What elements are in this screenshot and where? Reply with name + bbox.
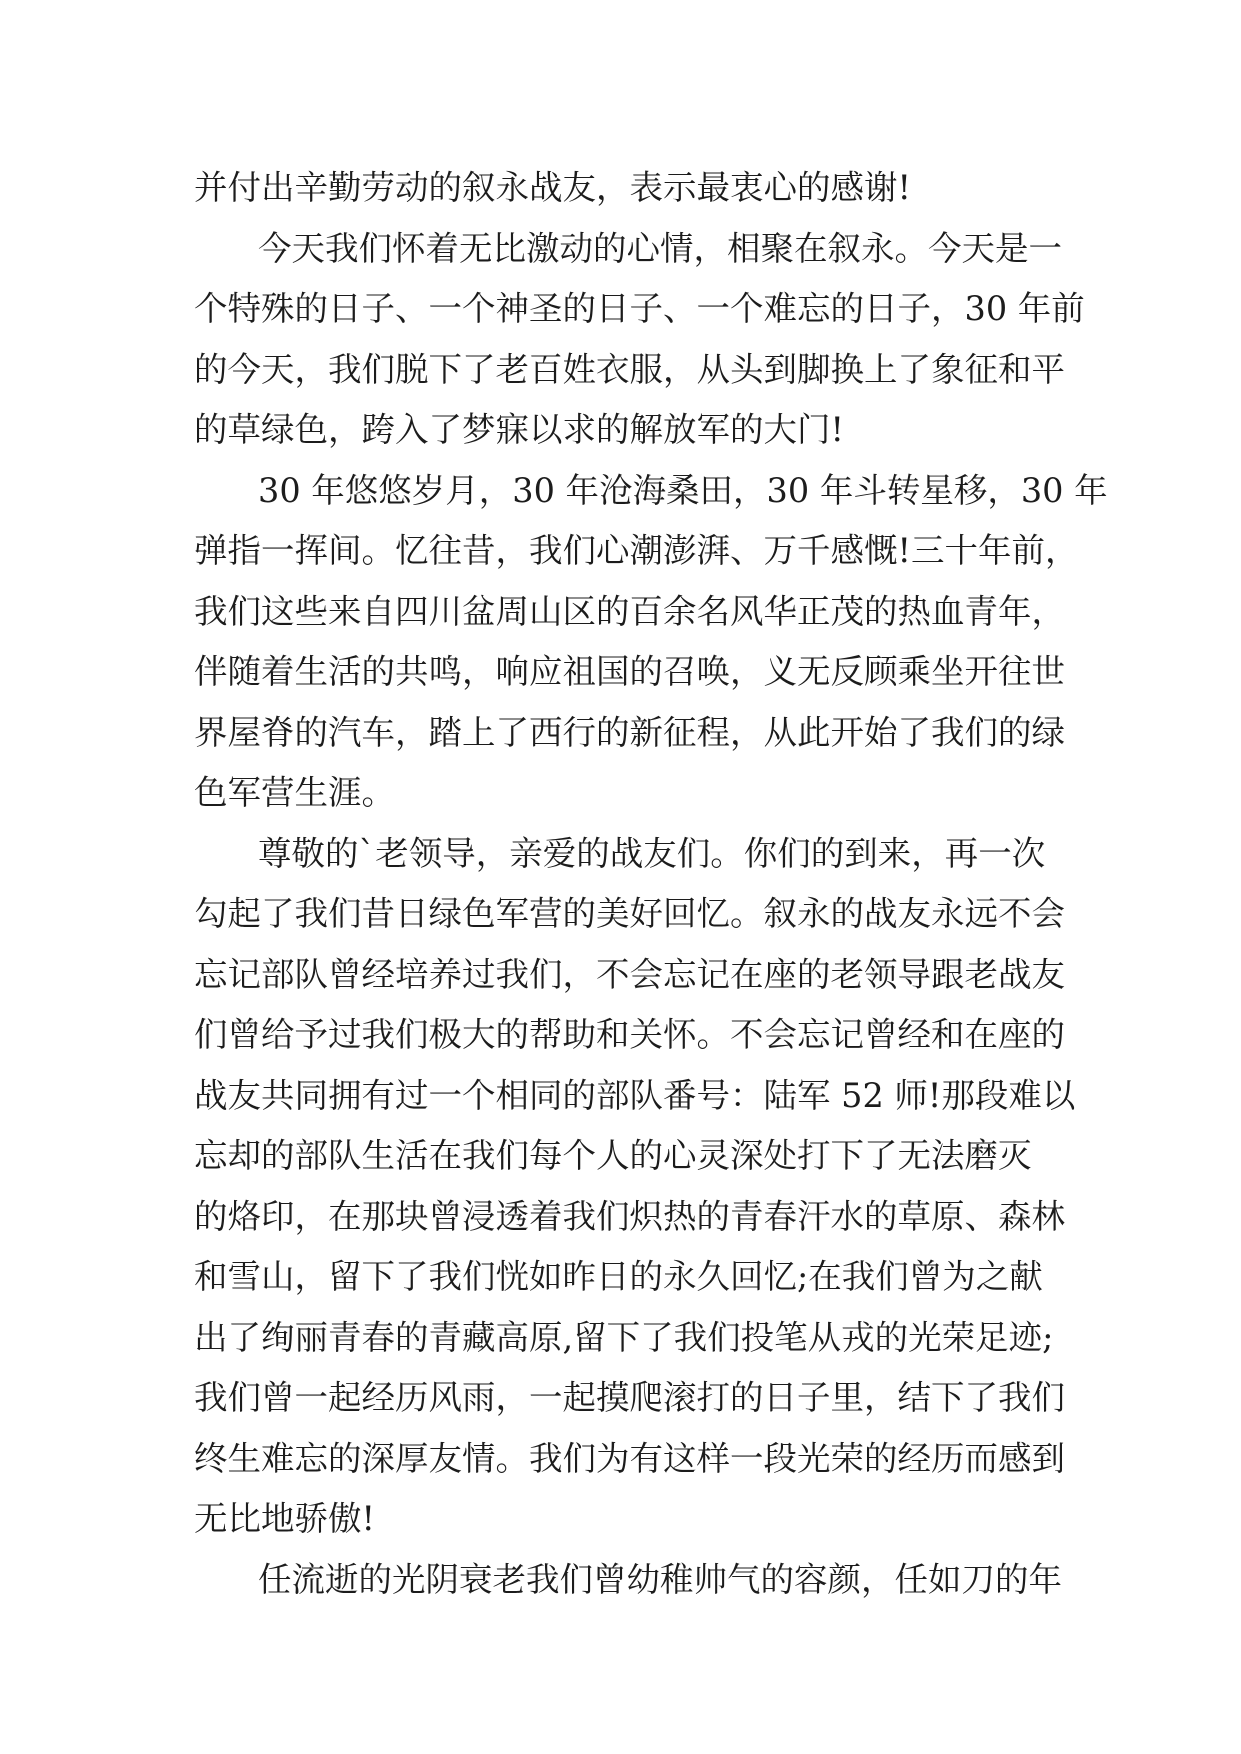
text-line: 的烙印，在那块曾浸透着我们炽热的青春汗水的草原、森林 [194, 1196, 1065, 1236]
text-line: 的今天，我们脱下了老百姓衣服，从头到脚换上了象征和平 [194, 349, 1065, 389]
text-line: 和雪山，留下了我们恍如昨日的永久回忆;在我们曾为之献 [194, 1257, 1043, 1296]
text-line: 并付出辛勤劳动的叙永战友，表示最衷心的感谢! [194, 168, 911, 207]
text-line: 我们这些来自四川盆周山区的百余名风华正茂的热血青年， [194, 591, 1065, 631]
text-line: 忘却的部队生活在我们每个人的心灵深处打下了无法磨灭 [194, 1136, 1032, 1175]
text-line: 今天我们怀着无比激动的心情，相聚在叙永。今天是一 [258, 228, 1062, 268]
text-line: 的草绿色，跨入了梦寐以求的解放军的大门! [194, 410, 844, 449]
text-line: 弹指一挥间。忆往昔，我们心潮澎湃、万千感慨!三十年前， [194, 531, 1079, 570]
text-line: 们曾给予过我们极大的帮助和关怀。不会忘记曾经和在座的 [194, 1015, 1065, 1054]
text-line: 战友共同拥有过一个相同的部队番号：陆军 52 师!那段难以 [194, 1075, 1076, 1115]
text-line: 色军营生涯。 [194, 773, 395, 812]
paragraph [194, 158, 1056, 219]
paragraph [194, 219, 1085, 461]
paragraph [194, 461, 1108, 824]
paragraph [194, 1550, 1062, 1611]
text-line: 尊敬的`老领导，亲爱的战友们。你们的到来，再一次 [258, 833, 1046, 873]
text-line: 个特殊的日子、一个神圣的日子、一个难忘的日子，30 年前 [194, 289, 1085, 328]
document-body [194, 158, 1108, 1610]
text-line: 无比地骄傲! [194, 1499, 375, 1538]
text-line: 伴随着生活的共鸣，响应祖国的召唤，义无反顾乘坐开往世 [194, 652, 1065, 691]
text-line: 终生难忘的深厚友情。我们为有这样一段光荣的经历而感到 [194, 1438, 1065, 1478]
paragraph [194, 824, 1076, 1550]
text-line: 出了绚丽青春的青藏高原,留下了我们投笔从戎的光荣足迹; [194, 1317, 1054, 1357]
text-line: 忘记部队曾经培养过我们，不会忘记在座的老领导跟老战友 [194, 954, 1065, 994]
text-line: 勾起了我们昔日绿色军营的美好回忆。叙永的战友永远不会 [194, 894, 1065, 933]
text-line: 界屋脊的汽车，踏上了西行的新征程，从此开始了我们的绿 [194, 712, 1065, 752]
text-line: 30 年悠悠岁月，30 年沧海桑田，30 年斗转星移，30 年 [258, 470, 1108, 510]
text-line: 任流逝的光阴衰老我们曾幼稚帅气的容颜，任如刀的年 [258, 1559, 1062, 1599]
text-line: 我们曾一起经历风雨，一起摸爬滚打的日子里，结下了我们 [194, 1378, 1065, 1417]
